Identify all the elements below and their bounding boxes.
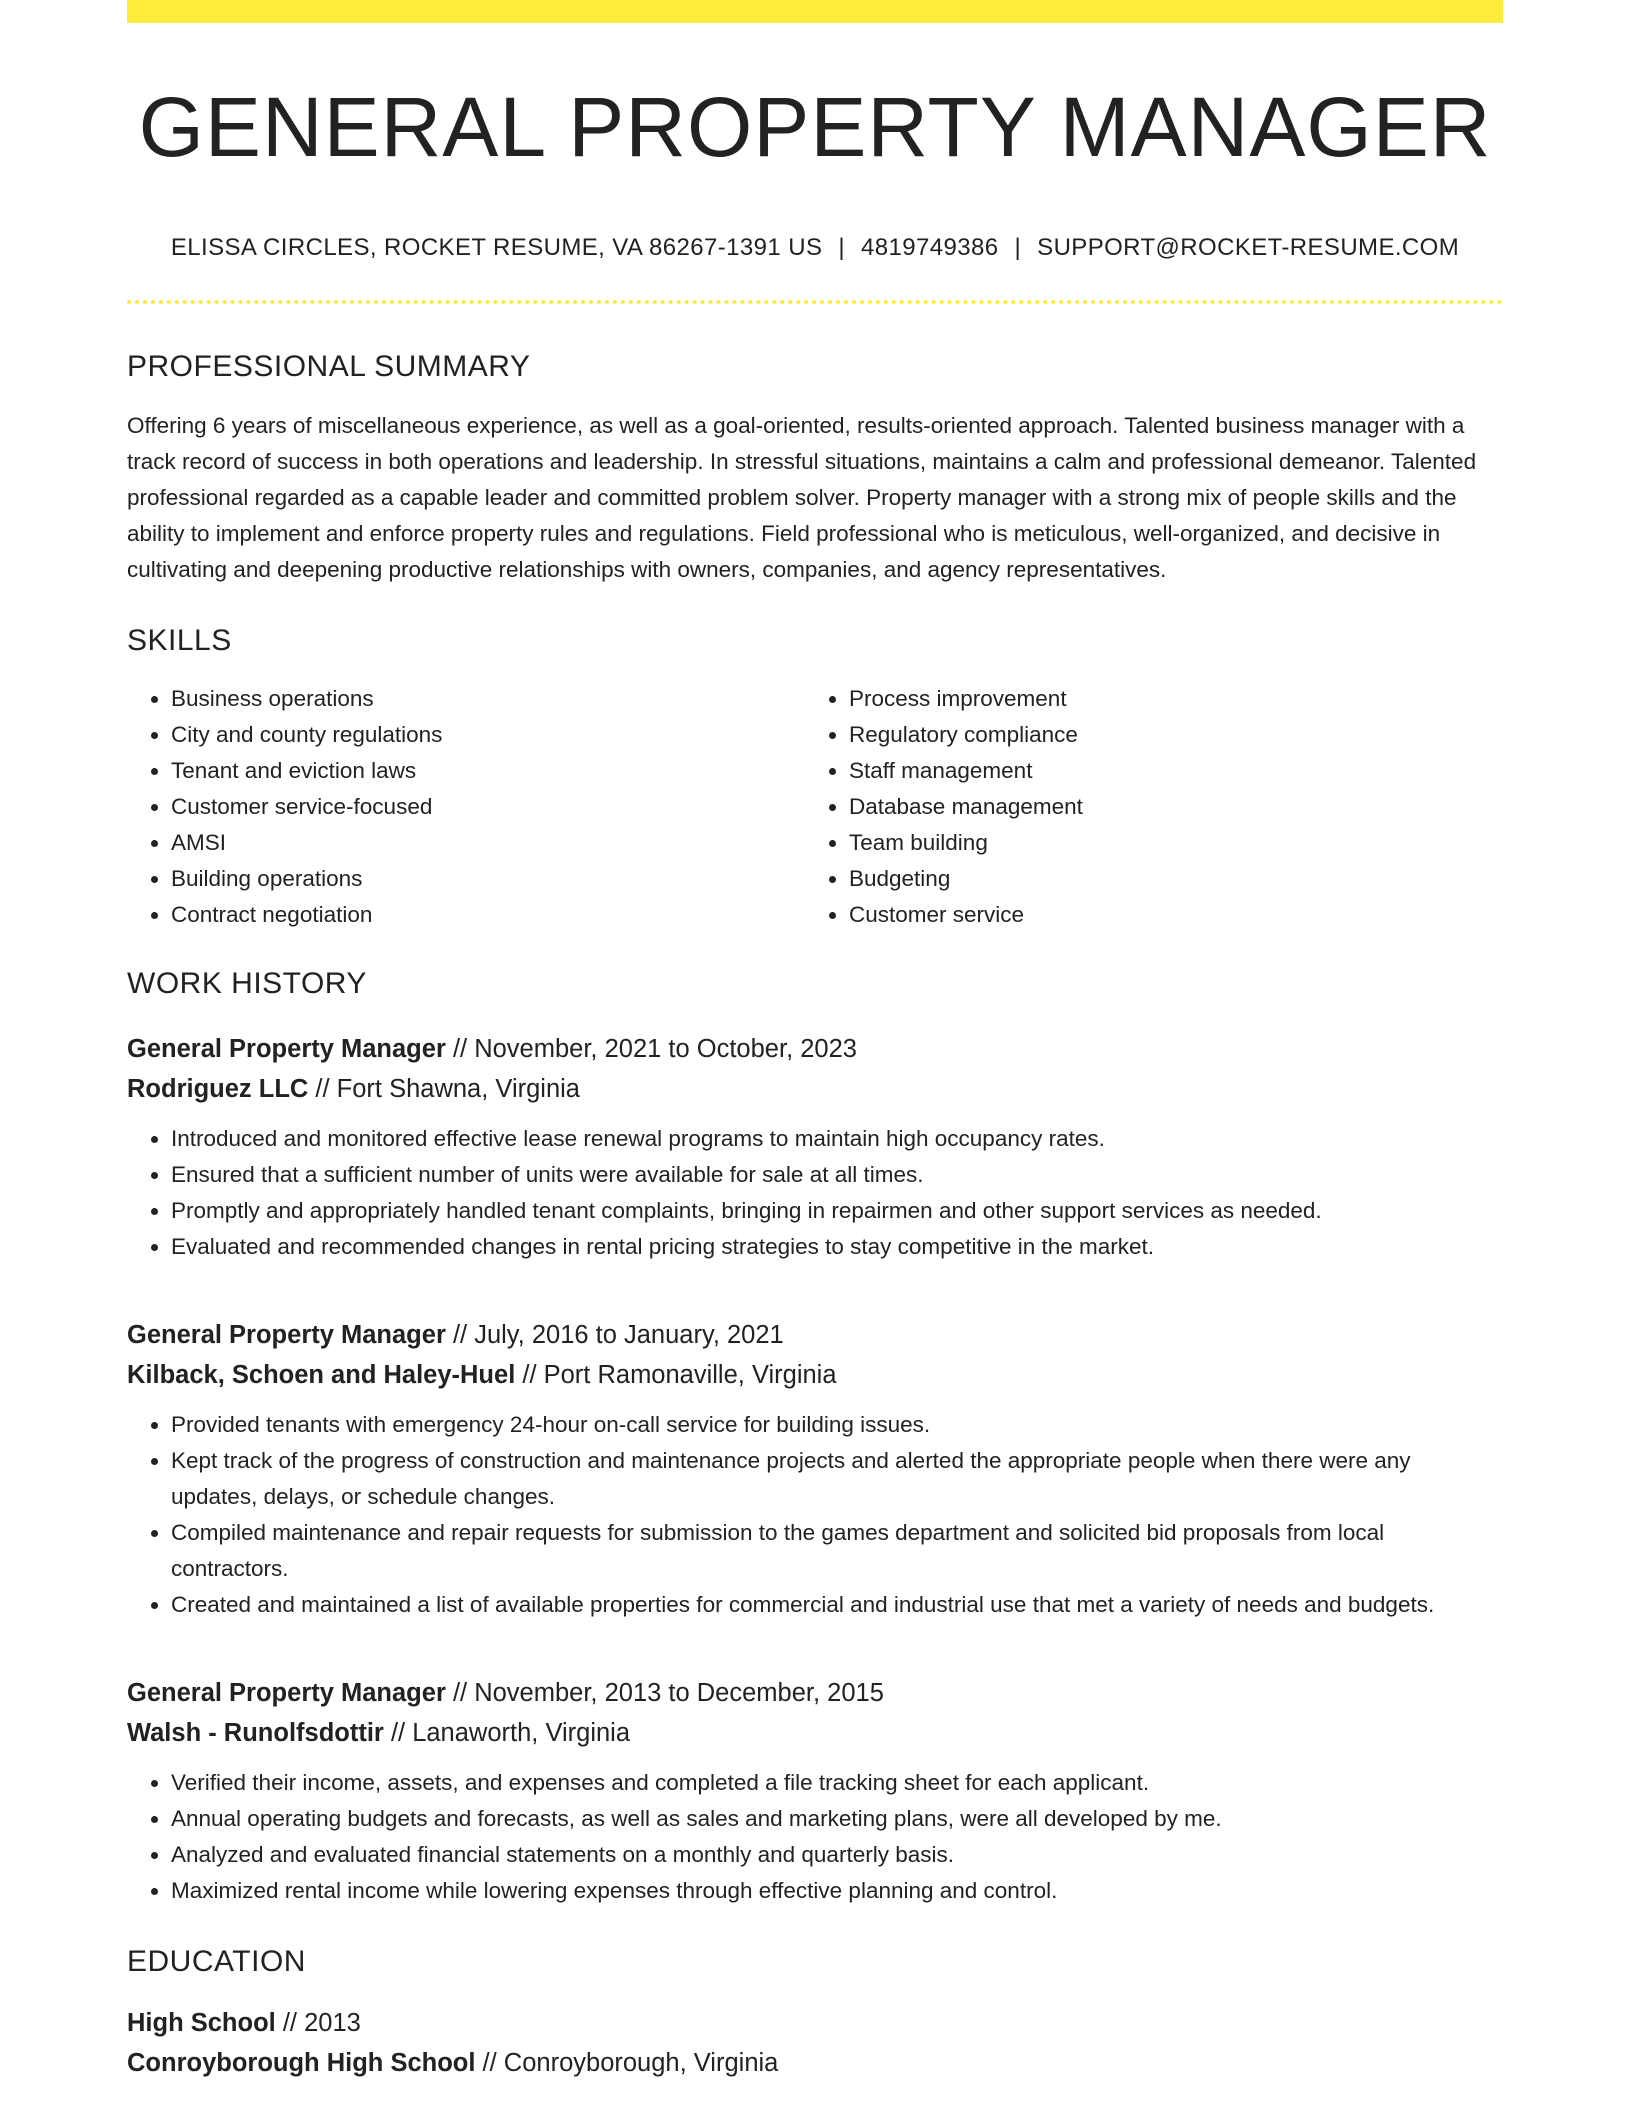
job-location: // Lanaworth, Virginia bbox=[383, 1719, 631, 1747]
job-role: General Property Manager bbox=[127, 1035, 446, 1063]
job-bullet: • Verified their income, assets, and expenses and completed a file tracking sheet for each applicant. bbox=[171, 1765, 1503, 1801]
job-bullets bbox=[127, 1765, 1503, 1909]
contact-separator: | bbox=[1014, 234, 1022, 261]
education-location: // Conroyborough, Virginia bbox=[475, 2049, 779, 2077]
skill-item: • Tenant and eviction laws bbox=[171, 753, 805, 789]
resume-page bbox=[127, 0, 1503, 2083]
job-title-line bbox=[127, 1029, 1503, 1069]
job-dates: // November, 2013 to December, 2015 bbox=[445, 1679, 884, 1707]
education-degree: High School bbox=[127, 2009, 276, 2037]
job-dates: // November, 2021 to October, 2023 bbox=[445, 1035, 857, 1063]
job-company-line bbox=[127, 1355, 1503, 1395]
job-bullet: • Compiled maintenance and repair requests for submission to the games department and solicited bid proposals from local contractors. bbox=[171, 1515, 1503, 1587]
resume-title: GENERAL PROPERTY MANAGER bbox=[138, 80, 1492, 174]
summary-text: Offering 6 years of miscellaneous experience, as well as a goal-oriented, results-oriented approach. Talented business manager with a track record of success in both operations and leadership. In stressful situations, maintains a calm and professional demeanor. Talented professional regarded as a capable leader and committed problem solver. Property manager with a strong mix of people skills and the ability to implement and enforce property rules and regulations. Field professional who is meticulous, well-organized, and decisive in cultivating and deepening productive relationships with owners, companies, and agency representatives. bbox=[127, 413, 1477, 582]
education-year: // 2013 bbox=[275, 2009, 361, 2037]
education-school-line bbox=[127, 2043, 1503, 2083]
job-company: Kilback, Schoen and Haley-Huel bbox=[127, 1361, 516, 1389]
job-location: // Fort Shawna, Virginia bbox=[308, 1075, 580, 1103]
job-bullet: • Promptly and appropriately handled tenant complaints, bringing in repairmen and other support services as needed. bbox=[171, 1193, 1503, 1229]
contact-email: SUPPORT@ROCKET-RESUME.COM bbox=[1037, 234, 1460, 261]
job-bullet: • Introduced and monitored effective lease renewal programs to maintain high occupancy rates. bbox=[171, 1121, 1503, 1157]
job-bullet: • Ensured that a sufficient number of units were available for sale at all times. bbox=[171, 1157, 1503, 1193]
skill-item: • Building operations bbox=[171, 861, 805, 897]
skill-item: • Regulatory compliance bbox=[849, 717, 1489, 753]
job-bullet: • Kept track of the progress of construction and maintenance projects and alerted the appropriate people when there were any updates, delays, or schedule changes. bbox=[171, 1443, 1503, 1515]
contact-phone: 4819749386 bbox=[861, 234, 999, 261]
skill-item: • Staff management bbox=[849, 753, 1489, 789]
job-entry bbox=[127, 1673, 1503, 1909]
summary-heading: PROFESSIONAL SUMMARY bbox=[127, 350, 531, 383]
skill-item: • Team building bbox=[849, 825, 1489, 861]
job-entry bbox=[127, 1315, 1503, 1623]
job-company: Walsh - Runolfsdottir bbox=[127, 1719, 384, 1747]
skill-item: • AMSI bbox=[171, 825, 805, 861]
top-accent-bar bbox=[127, 0, 1503, 23]
contact-separator: | bbox=[838, 234, 846, 261]
job-company: Rodriguez LLC bbox=[127, 1075, 309, 1103]
dotted-divider bbox=[127, 300, 1503, 304]
job-company-line bbox=[127, 1713, 1503, 1753]
skill-item: • Budgeting bbox=[849, 861, 1489, 897]
job-bullet: • Annual operating budgets and forecasts, as well as sales and marketing plans, were all developed by me. bbox=[171, 1801, 1503, 1837]
skills-heading: SKILLS bbox=[127, 624, 232, 657]
skill-item: • City and county regulations bbox=[171, 717, 805, 753]
education-entry bbox=[127, 2003, 1503, 2083]
job-role: General Property Manager bbox=[127, 1679, 446, 1707]
job-bullet: • Evaluated and recommended changes in rental pricing strategies to stay competitive in the market. bbox=[171, 1229, 1503, 1265]
job-bullets bbox=[127, 1121, 1503, 1265]
education-degree-line bbox=[127, 2003, 1503, 2043]
job-bullet: • Maximized rental income while lowering expenses through effective planning and control. bbox=[171, 1873, 1503, 1909]
job-bullet: • Analyzed and evaluated financial statements on a monthly and quarterly basis. bbox=[171, 1837, 1503, 1873]
job-title-line bbox=[127, 1315, 1503, 1355]
job-title-line bbox=[127, 1673, 1503, 1713]
education-heading: EDUCATION bbox=[127, 1945, 306, 1978]
skills-column-right bbox=[805, 681, 1489, 933]
job-location: // Port Ramonaville, Virginia bbox=[515, 1361, 837, 1389]
skills-column-left bbox=[127, 681, 805, 933]
work-history-heading: WORK HISTORY bbox=[127, 967, 367, 1000]
job-entry bbox=[127, 1029, 1503, 1265]
skill-item: • Customer service-focused bbox=[171, 789, 805, 825]
education-school: Conroyborough High School bbox=[127, 2049, 476, 2077]
job-bullet: • Provided tenants with emergency 24-hour on-call service for building issues. bbox=[171, 1407, 1503, 1443]
skill-item: • Process improvement bbox=[849, 681, 1489, 717]
skill-item: • Customer service bbox=[849, 897, 1489, 933]
skill-item: • Contract negotiation bbox=[171, 897, 805, 933]
skill-item: • Business operations bbox=[171, 681, 805, 717]
job-role: General Property Manager bbox=[127, 1321, 446, 1349]
contact-address: ELISSA CIRCLES, ROCKET RESUME, VA 86267-1391 US bbox=[170, 234, 823, 261]
skill-item: • Database management bbox=[849, 789, 1489, 825]
job-dates: // July, 2016 to January, 2021 bbox=[445, 1321, 784, 1349]
job-bullet: • Created and maintained a list of available properties for commercial and industrial use that met a variety of needs and budgets. bbox=[171, 1587, 1503, 1623]
skills-list bbox=[127, 681, 1503, 933]
job-company-line bbox=[127, 1069, 1503, 1109]
contact-line bbox=[127, 234, 1503, 262]
job-bullets bbox=[127, 1407, 1503, 1623]
